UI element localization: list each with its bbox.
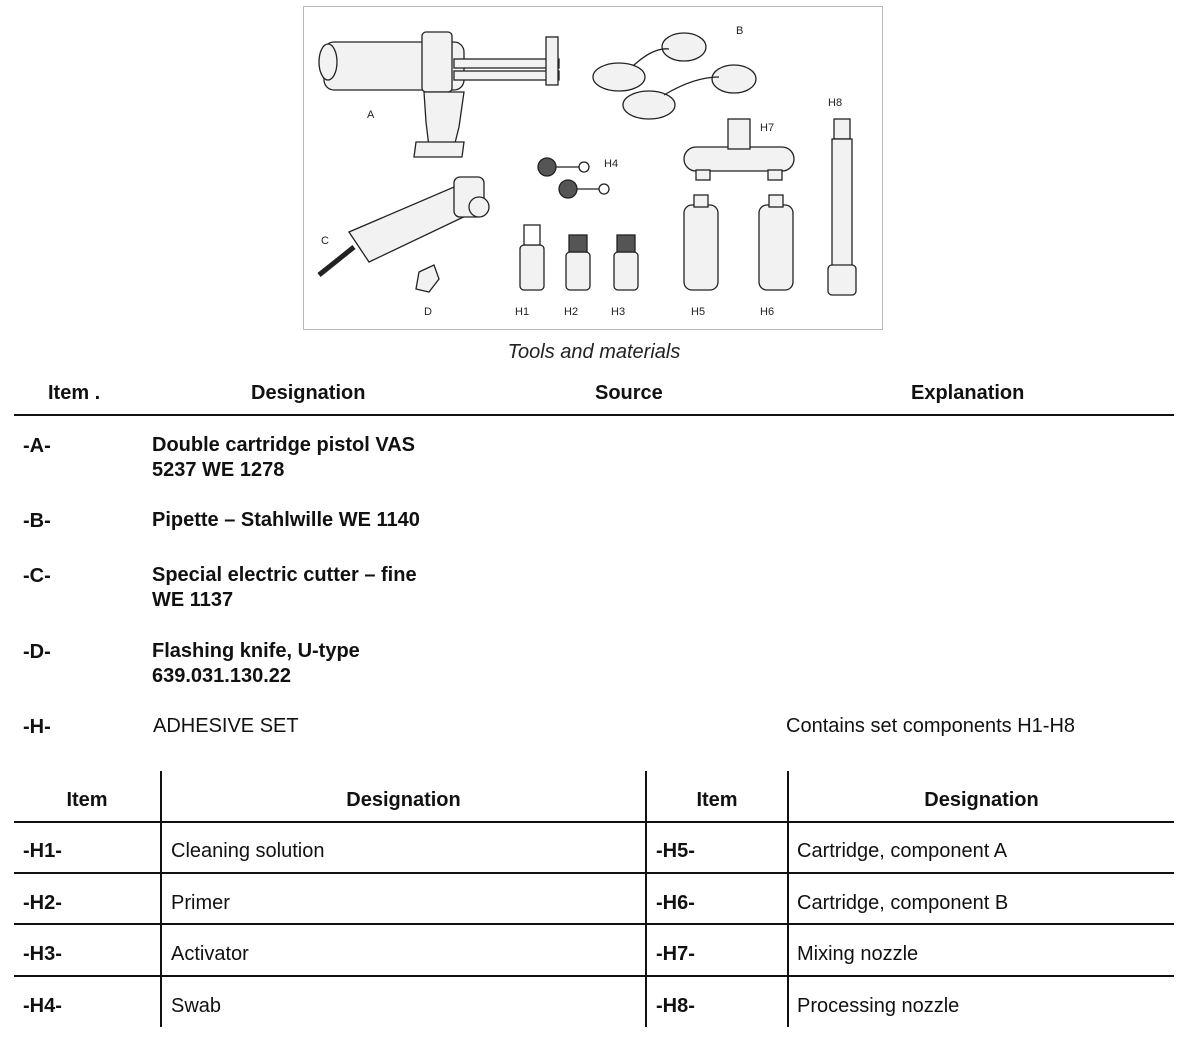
designation-line: Flashing knife, U-type <box>152 640 360 662</box>
set-item: -H3- <box>23 943 62 965</box>
set-header-item-right: Item <box>696 789 738 811</box>
designation-line: Double cartridge pistol VAS <box>152 434 415 456</box>
designation-line: 5237 WE 1278 <box>152 459 285 481</box>
label-h1: H1 <box>515 306 530 318</box>
row-item: -D- <box>23 641 51 663</box>
set-designation: Processing nozzle <box>797 995 960 1017</box>
label-h3: H3 <box>611 306 626 318</box>
set-designation: Primer <box>171 892 230 914</box>
row-item: -B- <box>23 510 51 532</box>
cartridges-drawing <box>684 195 793 290</box>
set-item: -H7- <box>656 943 695 965</box>
set-item: -H5- <box>656 840 695 862</box>
cutter-drawing <box>319 177 489 275</box>
knife-drawing <box>416 265 439 292</box>
processing-nozzle-drawing <box>828 119 856 295</box>
label-h6: H6 <box>760 306 775 318</box>
header-rule <box>14 414 1174 416</box>
header-item: Item . <box>48 382 101 404</box>
swab-drawing <box>538 158 609 198</box>
designation-line: WE 1137 <box>152 589 234 611</box>
label-d: D <box>424 306 432 318</box>
row-item: -H- <box>23 716 51 738</box>
label-a: A <box>367 109 375 121</box>
row-designation <box>152 563 417 613</box>
header-designation: Designation <box>251 382 366 404</box>
set-item: -H4- <box>23 995 62 1017</box>
set-header-item-left: Item <box>66 789 108 811</box>
set-header-designation-right: Designation <box>924 789 1039 811</box>
tools-illustration <box>303 6 883 330</box>
row-item: -A- <box>23 435 51 457</box>
set-header-designation-left: Designation <box>346 789 461 811</box>
set-designation: Swab <box>171 995 222 1017</box>
row-designation <box>152 639 360 689</box>
row-designation <box>152 433 415 483</box>
set-item: -H6- <box>656 892 695 914</box>
tools-drawing <box>304 7 884 331</box>
row-explanation: Contains set components H1-H8 <box>786 715 1076 737</box>
set-item: -H1- <box>23 840 62 862</box>
set-designation: Mixing nozzle <box>797 943 919 965</box>
set-designation: Activator <box>171 943 249 965</box>
pistol-drawing <box>319 32 559 157</box>
row-designation <box>152 508 420 533</box>
figure-caption: Tools and materials <box>507 341 681 363</box>
row-rule <box>14 975 1174 977</box>
set-designation: Cartridge, component A <box>797 840 1008 862</box>
label-h8: H8 <box>828 97 843 109</box>
row-rule <box>14 923 1174 925</box>
label-b: B <box>736 25 744 37</box>
designation-line: 639.031.130.22 <box>152 665 292 687</box>
row-rule <box>14 872 1174 874</box>
bottles-drawing <box>520 225 638 290</box>
row-item: -C- <box>23 565 51 587</box>
set-item: -H2- <box>23 892 62 914</box>
label-h2: H2 <box>564 306 579 318</box>
set-designation: Cleaning solution <box>171 840 325 862</box>
label-c: C <box>321 235 329 247</box>
set-designation: Cartridge, component B <box>797 892 1009 914</box>
label-h7: H7 <box>760 122 775 134</box>
label-h4: H4 <box>604 158 619 170</box>
label-h5: H5 <box>691 306 706 318</box>
header-source: Source <box>595 382 663 404</box>
set-item: -H8- <box>656 995 695 1017</box>
designation-line: Pipette – Stahlwille WE 1140 <box>152 509 420 531</box>
pipette-drawing <box>593 33 756 119</box>
header-explanation: Explanation <box>911 382 1025 404</box>
mixing-nozzle-drawing <box>684 119 794 180</box>
designation-line: Special electric cutter – fine <box>152 564 417 586</box>
row-designation: ADHESIVE SET <box>153 715 299 737</box>
set-header-rule <box>14 821 1174 823</box>
